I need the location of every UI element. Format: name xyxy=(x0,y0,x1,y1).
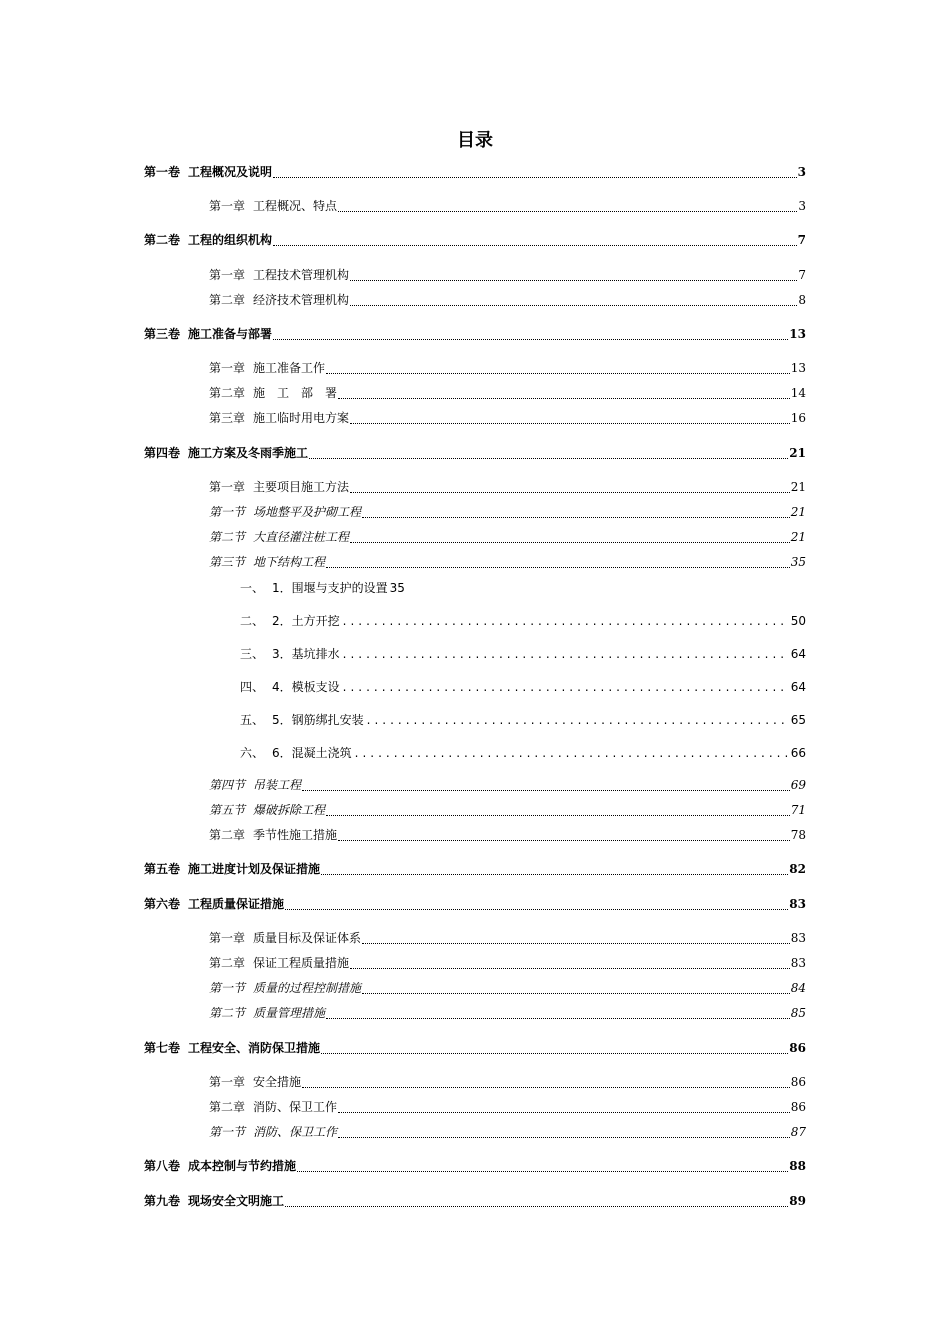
entry-number: 第二章 xyxy=(209,828,246,842)
entry-title: 1．围堰与支护的设置 xyxy=(272,581,388,595)
dot-leader xyxy=(338,1098,790,1113)
entry-title: 吊装工程 xyxy=(253,778,302,792)
entry-number: 第一章 xyxy=(209,1075,246,1089)
toc-chapter[interactable] xyxy=(209,478,806,496)
entry-page: 89 xyxy=(789,1194,806,1208)
entry-page: 64 xyxy=(790,647,806,661)
toc-volume-2[interactable] xyxy=(144,231,806,249)
entry-number: 三、 xyxy=(240,647,265,661)
entry-page: 14 xyxy=(790,386,806,400)
dot-leader xyxy=(350,954,790,969)
dot-leader xyxy=(326,553,790,568)
entry-page: 35 xyxy=(790,555,806,569)
entry-page: 84 xyxy=(790,981,806,995)
entry-page: 50 xyxy=(790,614,806,628)
dot-leader xyxy=(302,1073,790,1088)
entry-title: 施工准备工作 xyxy=(253,361,326,375)
toc-section[interactable] xyxy=(209,776,806,794)
entry-number: 第四节 xyxy=(209,778,246,792)
entry-title: 6．混凝土浇筑 xyxy=(272,746,352,760)
entry-page: 35 xyxy=(389,581,405,595)
toc-item[interactable] xyxy=(240,579,405,597)
entry-page: 83 xyxy=(789,897,806,911)
entry-title: 现场安全文明施工 xyxy=(188,1194,285,1208)
entry-page: 71 xyxy=(790,803,806,817)
entry-number: 第七卷 xyxy=(144,1041,181,1055)
entry-page: 86 xyxy=(790,1075,806,1089)
entry-number: 第一章 xyxy=(209,931,246,945)
dot-leader xyxy=(326,801,790,816)
toc-item[interactable] xyxy=(240,711,806,729)
entry-number: 第二章 xyxy=(209,956,246,970)
entry-number: 第五卷 xyxy=(144,862,181,876)
dot-leader xyxy=(338,197,797,212)
dot-leader xyxy=(326,1004,790,1019)
dot-leader xyxy=(343,612,788,630)
entry-number: 第二节 xyxy=(209,1006,246,1020)
entry-title: 工程概况、特点 xyxy=(253,199,338,213)
entry-page: 16 xyxy=(790,411,806,425)
toc-section[interactable] xyxy=(209,801,806,819)
dot-leader xyxy=(343,678,788,696)
entry-number: 第八卷 xyxy=(144,1159,181,1173)
dot-leader xyxy=(350,409,790,424)
page-title: 目录 xyxy=(457,130,493,151)
entry-page: 7 xyxy=(798,268,806,282)
entry-title: 爆破拆除工程 xyxy=(253,803,326,817)
dot-leader xyxy=(285,1192,788,1207)
entry-page: 86 xyxy=(790,1100,806,1114)
entry-title: 施工进度计划及保证措施 xyxy=(188,862,321,876)
toc-chapter[interactable] xyxy=(209,409,806,427)
entry-title: 2．土方开挖 xyxy=(272,614,340,628)
dot-leader xyxy=(350,478,790,493)
entry-number: 第一节 xyxy=(209,1125,246,1139)
toc-section[interactable] xyxy=(209,528,806,546)
entry-title: 季节性施工措施 xyxy=(253,828,338,842)
toc-volume-1[interactable] xyxy=(144,163,806,181)
toc-chapter[interactable] xyxy=(209,1098,806,1116)
entry-number: 五、 xyxy=(240,713,265,727)
entry-title: 安全措施 xyxy=(253,1075,302,1089)
entry-title: 成本控制与节约措施 xyxy=(188,1159,297,1173)
entry-number: 第一章 xyxy=(209,361,246,375)
toc-volume-5[interactable] xyxy=(144,860,806,878)
entry-page: 87 xyxy=(790,1125,806,1139)
toc-item[interactable] xyxy=(240,612,806,630)
dot-leader xyxy=(338,384,790,399)
dot-leader xyxy=(309,444,788,459)
dot-leader xyxy=(321,1039,788,1054)
dot-leader xyxy=(362,929,790,944)
entry-page: 78 xyxy=(790,828,806,842)
toc-item[interactable] xyxy=(240,678,806,696)
entry-title: 经济技术管理机构 xyxy=(253,293,350,307)
entry-page: 7 xyxy=(797,233,806,247)
dot-leader xyxy=(343,645,788,663)
entry-number: 第一章 xyxy=(209,268,246,282)
entry-title: 质量目标及保证体系 xyxy=(253,931,362,945)
entry-title: 工程质量保证措施 xyxy=(188,897,285,911)
entry-title: 地下结构工程 xyxy=(253,555,326,569)
toc-chapter[interactable] xyxy=(209,1073,806,1091)
entry-page: 64 xyxy=(790,680,806,694)
entry-number: 二、 xyxy=(240,614,265,628)
entry-title: 5．钢筋绑扎安装 xyxy=(272,713,364,727)
entry-number: 第九卷 xyxy=(144,1194,181,1208)
entry-page: 21 xyxy=(790,530,806,544)
entry-page: 82 xyxy=(789,862,806,876)
toc-item[interactable] xyxy=(240,744,806,762)
entry-page: 3 xyxy=(797,165,806,179)
entry-number: 四、 xyxy=(240,680,265,694)
entry-title: 施 工 部 署 xyxy=(253,386,338,400)
entry-number: 第二章 xyxy=(209,293,246,307)
entry-page: 88 xyxy=(789,1159,806,1173)
toc-volume-8[interactable] xyxy=(144,1157,806,1175)
toc-chapter[interactable] xyxy=(209,954,806,972)
entry-title: 质量的过程控制措施 xyxy=(253,981,362,995)
toc-volume-6[interactable] xyxy=(144,895,806,913)
dot-leader xyxy=(321,860,788,875)
entry-number: 第二章 xyxy=(209,1100,246,1114)
entry-number: 第三章 xyxy=(209,411,246,425)
entry-page: 21 xyxy=(790,480,806,494)
entry-title: 消防、保卫工作 xyxy=(253,1100,338,1114)
dot-leader xyxy=(273,163,797,178)
toc-volume-3[interactable] xyxy=(144,325,806,343)
entry-title: 场地整平及护砌工程 xyxy=(253,505,362,519)
entry-title: 施工准备与部署 xyxy=(188,327,273,341)
entry-page: 13 xyxy=(790,361,806,375)
dot-leader xyxy=(273,231,797,246)
toc-chapter[interactable] xyxy=(209,359,806,377)
toc-item[interactable] xyxy=(240,645,806,663)
entry-number: 第五节 xyxy=(209,803,246,817)
entry-page: 8 xyxy=(798,293,806,307)
entry-number: 第一章 xyxy=(209,199,246,213)
entry-title: 施工方案及冬雨季施工 xyxy=(188,446,309,460)
entry-title: 工程安全、消防保卫措施 xyxy=(188,1041,321,1055)
entry-title: 4．模板支设 xyxy=(272,680,340,694)
toc-volume-4[interactable] xyxy=(144,444,806,462)
entry-number: 第二卷 xyxy=(144,233,181,247)
toc-section[interactable] xyxy=(209,1004,806,1022)
dot-leader xyxy=(355,744,788,762)
toc-chapter[interactable] xyxy=(209,929,806,947)
dot-leader xyxy=(367,711,788,729)
entry-title: 3．基坑排水 xyxy=(272,647,340,661)
toc-volume-7[interactable] xyxy=(144,1039,806,1057)
toc-volume-9[interactable] xyxy=(144,1192,806,1210)
dot-leader xyxy=(338,826,790,841)
entry-number: 第三卷 xyxy=(144,327,181,341)
entry-number: 六、 xyxy=(240,746,265,760)
entry-title: 保证工程质量措施 xyxy=(253,956,350,970)
dot-leader xyxy=(350,266,797,281)
entry-number: 第二章 xyxy=(209,386,246,400)
entry-number: 第一节 xyxy=(209,505,246,519)
entry-title: 工程技术管理机构 xyxy=(253,268,350,282)
entry-page: 3 xyxy=(798,199,806,213)
entry-page: 83 xyxy=(790,956,806,970)
dot-leader xyxy=(362,503,790,518)
entry-page: 13 xyxy=(789,327,806,341)
dot-leader xyxy=(350,291,797,306)
entry-page: 21 xyxy=(790,505,806,519)
toc-section[interactable] xyxy=(209,503,806,521)
entry-page: 21 xyxy=(789,446,806,460)
entry-title: 工程的组织机构 xyxy=(188,233,273,247)
dot-leader xyxy=(326,359,790,374)
dot-leader xyxy=(362,979,790,994)
toc-section[interactable] xyxy=(209,1123,806,1141)
entry-number: 第六卷 xyxy=(144,897,181,911)
entry-number: 第一章 xyxy=(209,480,246,494)
entry-title: 主要项目施工方法 xyxy=(253,480,350,494)
entry-number: 第一卷 xyxy=(144,165,181,179)
entry-number: 第一节 xyxy=(209,981,246,995)
entry-page: 83 xyxy=(790,931,806,945)
entry-title: 大直径灌注桩工程 xyxy=(253,530,350,544)
dot-leader xyxy=(297,1157,788,1172)
dot-leader xyxy=(302,776,790,791)
toc-chapter[interactable] xyxy=(209,291,806,309)
dot-leader xyxy=(338,1123,790,1138)
entry-title: 质量管理措施 xyxy=(253,1006,326,1020)
entry-title: 施工临时用电方案 xyxy=(253,411,350,425)
entry-number: 一、 xyxy=(240,581,265,595)
toc-section[interactable] xyxy=(209,553,806,571)
entry-number: 第二节 xyxy=(209,530,246,544)
toc-section[interactable] xyxy=(209,979,806,997)
entry-number: 第四卷 xyxy=(144,446,181,460)
entry-title: 消防、保卫工作 xyxy=(253,1125,338,1139)
entry-page: 86 xyxy=(789,1041,806,1055)
toc-chapter[interactable] xyxy=(209,197,806,215)
entry-page: 66 xyxy=(790,746,806,760)
entry-title: 工程概况及说明 xyxy=(188,165,273,179)
toc-chapter[interactable] xyxy=(209,826,806,844)
dot-leader xyxy=(350,528,790,543)
toc-chapter[interactable] xyxy=(209,266,806,284)
entry-page: 85 xyxy=(790,1006,806,1020)
toc-chapter[interactable] xyxy=(209,384,806,402)
entry-number: 第三节 xyxy=(209,555,246,569)
entry-page: 69 xyxy=(790,778,806,792)
dot-leader xyxy=(273,325,788,340)
entry-page: 65 xyxy=(790,713,806,727)
dot-leader xyxy=(285,895,788,910)
